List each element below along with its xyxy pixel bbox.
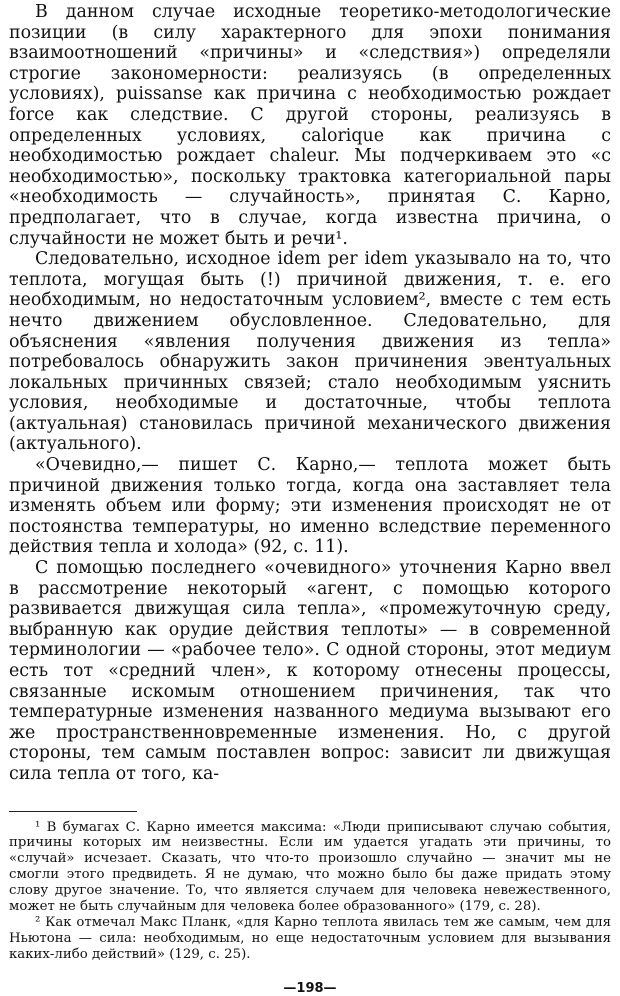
footnote-1: ¹ В бумагах С. Карно имеется максима: «Люди приписывают случаю события, причины которых им неизвестны. Если им удается угадать эти причины, то «случай» исчезает. Сказать, что что-то произошло случайно — значит мы не смогли этого предвидеть. Я не думаю, что можно было бы даже придать этому слову другое значение. То, что является случаем для человека невежественного, может не быть случайным для человека более образованного» (179, с. 28). xyxy=(9,819,611,915)
paragraph-2: Следовательно, исходное idem per idem указывало на то, что теплота, могущая быть (!) причиной движения, т. е. его необходимым, но недостаточным условием², вместе с тем есть нечто движением обусловленное. Следовательно, для объяснения «явления получения движения из тепла» потребовалось обнаружить закон причинения эвентуальных локальных причинных связей; стало необходимым уяснить условия, необходимые и достаточные, чтобы теплота (актуальная) становилась причиной механического движения (актуального). xyxy=(9,249,611,455)
paragraph-1: В данном случае исходные теоретико-методологические позиции (в силу характерного для эпохи понимания взаимоотношений «причины» и «следствия») определяли строгие закономерности: реализуясь (в определенных условиях), puissanse как причина с необходимостью рождает force как следствие. С другой стороны, реализуясь в определенных условиях, calorique как причина с необходимостью рождает chaleur. Мы подчеркиваем это «с необходимостью», поскольку трактовка категориальной пары «необходимость — случайность», принятая С. Карно, предполагает, что в случае, когда известна причина, о случайности не может быть и речи¹. xyxy=(9,2,611,249)
paragraph-4: С помощью последнего «очевидного» уточнения Карно ввел в рассмотрение некоторый «агент, с помощью которого развивается движущая сила тепла», «промежуточную среду, выбранную как орудие действия теплоты» — в современной терминологии — «рабочее тело». С одной стороны, этот медиум есть тот «средний член», к которому отнесены процессы, связанные искомым отношением причинения, так что температурные изменения названного медиума вызывают его же пространственновременные изменения. Но, с другой стороны, тем самым поставлен вопрос: зависит ли движущая сила тепла от того, ка- xyxy=(9,558,611,784)
main-text xyxy=(9,2,611,785)
page-number: —198— xyxy=(283,980,337,996)
footnote-separator xyxy=(9,811,137,812)
footnote-2: ² Как отмечал Макс Планк, «для Карно теплота явилась тем же самым, чем для Ньютона — сила: необходимым, но еще недостаточным условием для вызывания каких-либо действий» (129, с. 25). xyxy=(9,915,611,962)
footnotes xyxy=(9,820,611,963)
paragraph-3: «Очевидно,— пишет С. Карно,— теплота может быть причиной движения только тогда, когда она заставляет тела изменять объем или форму; эти изменения происходят не от постоянства температуры, но именно вследствие переменного действия тепла и холода» (92, с. 11). xyxy=(9,455,611,558)
